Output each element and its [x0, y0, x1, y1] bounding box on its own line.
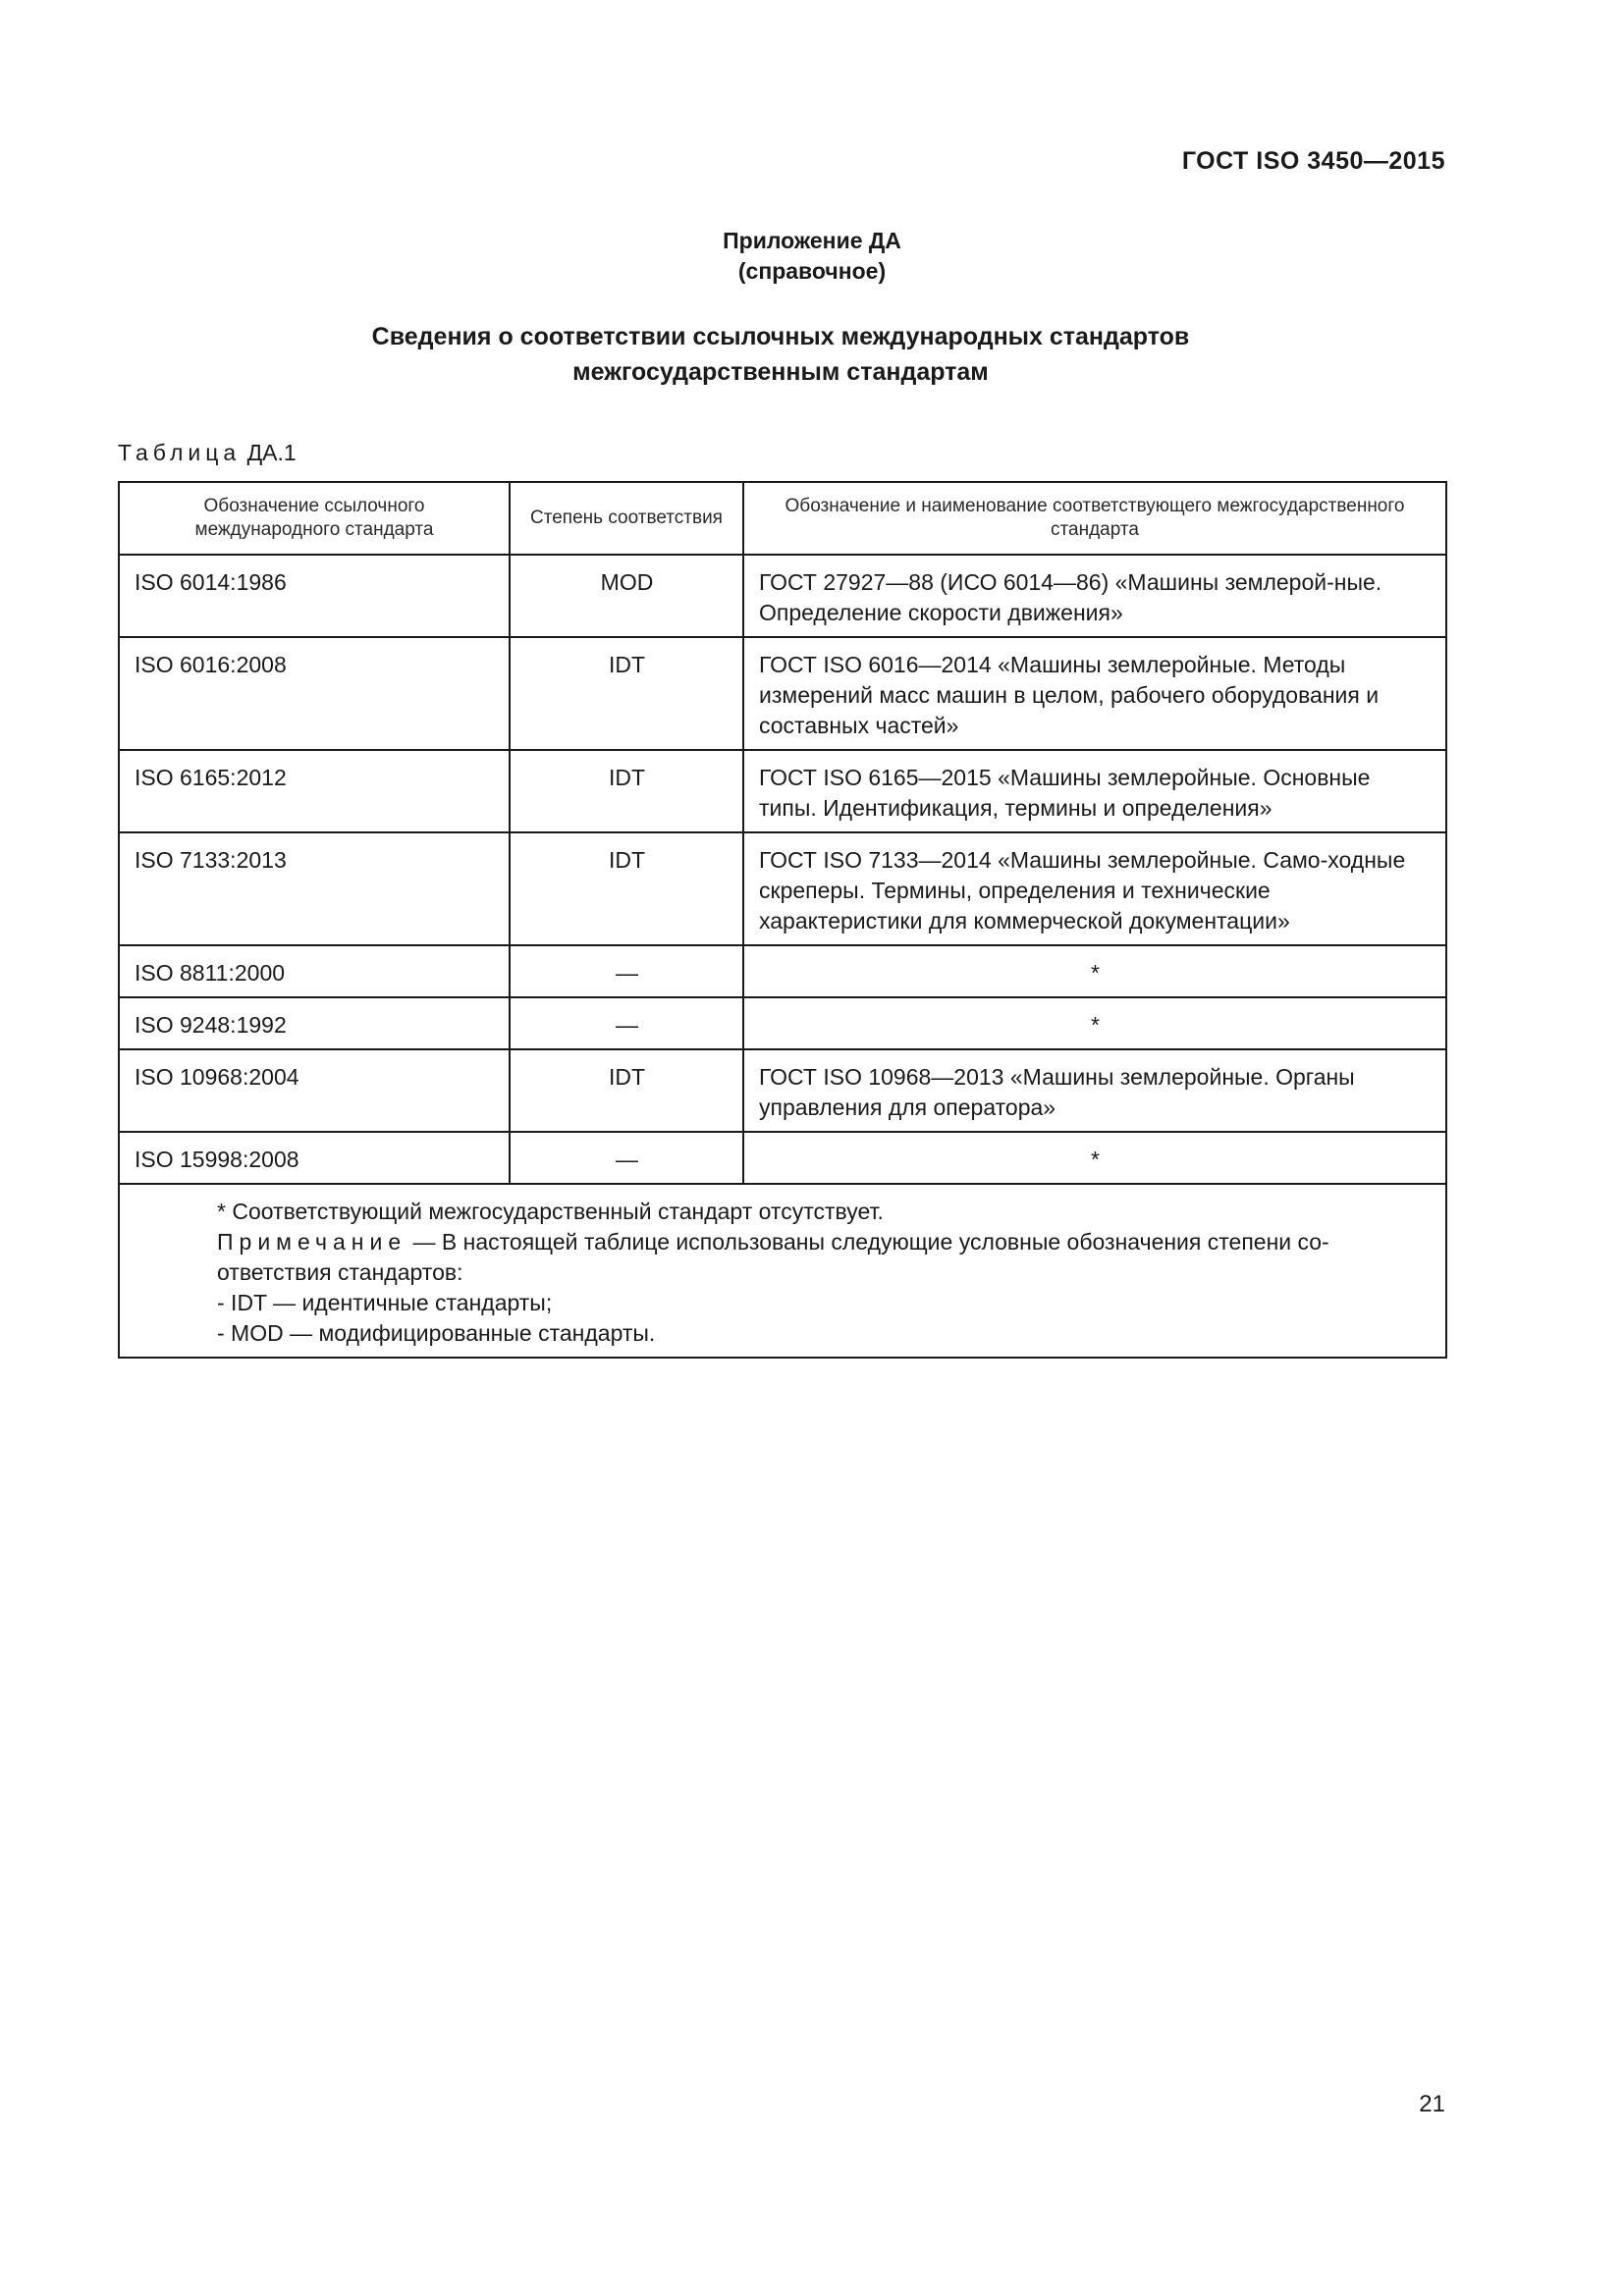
document-code: ГОСТ ISO 3450—2015 — [1181, 147, 1445, 175]
cell-standard: ISO 6016:2008 — [119, 637, 510, 750]
table-caption-word: Таблица — [118, 440, 242, 465]
cell-interstate: ГОСТ ISO 6165—2015 «Машины землеройные. Основные типы. Идентификация, термины и определения» — [743, 750, 1446, 832]
cell-standard: ISO 6165:2012 — [119, 750, 510, 832]
cell-degree: — — [510, 997, 743, 1049]
cell-interstate: * — [743, 1132, 1446, 1184]
cell-interstate: * — [743, 997, 1446, 1049]
cell-standard: ISO 8811:2000 — [119, 945, 510, 997]
cell-interstate: * — [743, 945, 1446, 997]
table-header-row — [119, 482, 1446, 555]
table-caption-id: ДА.1 — [246, 440, 297, 465]
cell-interstate: ГОСТ 27927—88 (ИСО 6014—86) «Машины землерой-ные. Определение скорости движения» — [743, 555, 1446, 637]
table-row — [119, 1132, 1446, 1184]
cell-degree: — — [510, 945, 743, 997]
table-row — [119, 1049, 1446, 1132]
section-title-line2: межгосударственным стандартам — [572, 358, 989, 386]
note — [135, 1227, 1432, 1288]
table-row — [119, 637, 1446, 750]
table-notes — [119, 1184, 1446, 1358]
cell-standard: ISO 7133:2013 — [119, 832, 510, 945]
cell-degree: IDT — [510, 750, 743, 832]
table-notes-row — [119, 1184, 1446, 1358]
legend-idt: - IDT — идентичные стандарты; — [217, 1290, 553, 1315]
cell-interstate: ГОСТ ISO 6016—2014 «Машины землеройные. Методы измерений масс машин в целом, рабочего оборудования и составных частей» — [743, 637, 1446, 750]
page-number: 21 — [1419, 2091, 1445, 2117]
cell-interstate: ГОСТ ISO 7133—2014 «Машины землеройные. Само-ходные скреперы. Термины, определения и технические характеристики для коммерческой документации» — [743, 832, 1446, 945]
cell-interstate: ГОСТ ISO 10968—2013 «Машины землеройные. Органы управления для оператора» — [743, 1049, 1446, 1132]
correspondence-table — [118, 481, 1447, 1359]
annex-title: Приложение ДА — [723, 228, 901, 253]
legend-mod: - MOD — модифицированные стандарты. — [217, 1320, 656, 1346]
table-row — [119, 997, 1446, 1049]
annex-heading — [0, 226, 1624, 287]
table-row — [119, 555, 1446, 637]
table-row — [119, 750, 1446, 832]
cell-standard: ISO 9248:1992 — [119, 997, 510, 1049]
section-title-line1: Сведения о соответствии ссылочных международных стандартов — [371, 323, 1190, 350]
header-international-standard: Обозначение ссылочного международного стандарта — [119, 482, 510, 555]
table-row — [119, 832, 1446, 945]
note-text: — В настоящей таблице использованы следующие условные обозначения степени со-ответствия стандартов: — [217, 1229, 1329, 1285]
header-interstate-standard: Обозначение и наименование соответствующего межгосударственного стандарта — [743, 482, 1446, 555]
section-title — [0, 319, 1561, 390]
note-label: Примечание — [217, 1229, 407, 1255]
annex-subtitle: (справочное) — [737, 258, 887, 284]
cell-degree: MOD — [510, 555, 743, 637]
header-degree: Степень соответствия — [510, 482, 743, 555]
footnote: * Соответствующий межгосударственный стандарт отсутствует. — [217, 1199, 884, 1224]
cell-degree: — — [510, 1132, 743, 1184]
table-row — [119, 945, 1446, 997]
cell-standard: ISO 6014:1986 — [119, 555, 510, 637]
cell-degree: IDT — [510, 637, 743, 750]
table-caption — [118, 440, 297, 466]
cell-standard: ISO 15998:2008 — [119, 1132, 510, 1184]
cell-degree: IDT — [510, 1049, 743, 1132]
cell-standard: ISO 10968:2004 — [119, 1049, 510, 1132]
cell-degree: IDT — [510, 832, 743, 945]
